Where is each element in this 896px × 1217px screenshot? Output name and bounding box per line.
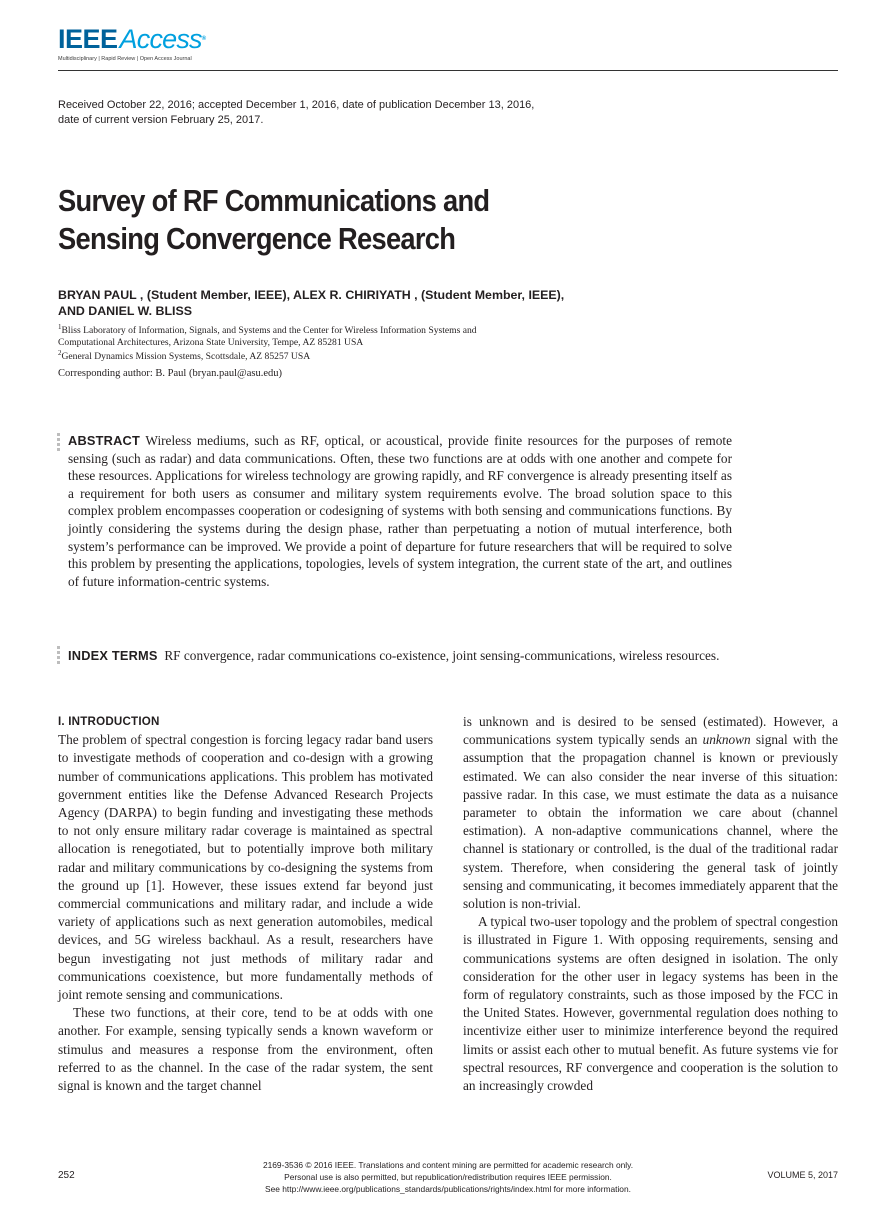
affil-2-marker: 2	[58, 349, 62, 358]
header-divider	[58, 70, 838, 71]
publication-dates	[58, 98, 578, 128]
abstract-text: Wireless mediums, such as RF, optical, or acoustical, provide finite resources for the purposes of remote sensing (such as radar) and data communications. Often, these two functions are at odds with one another and compete for these resources. Applications for wireless technology are growing rapidly, and RF convergence is already presenting itself as a requirement for both users as consumer and military system requirements evolve. The broad solution space to this complex problem encompasses cooperation or codesigning of systems with both sensing and communications functions. By jointly considering the systems during the design phase, rather than perpetuating a notion of mutual interference, both system’s performance can be improved. We provide a point of departure for future researchers that will be required to solve this problem by presenting the applications, topologies, levels of system integration, the current state of the art, and outlines of future information-centric systems.	[68, 433, 732, 589]
logo-ieee-text: IEEE	[58, 24, 118, 54]
affil-1-line-2: Computational Architectures, Arizona State University, Tempe, AZ 85281 USA	[58, 336, 364, 348]
emphasis: unknown	[702, 732, 751, 748]
index-terms-marker	[57, 646, 60, 666]
journal-tagline: Multidisciplinary | Rapid Review | Open Access Journal	[58, 56, 192, 62]
affil-1-marker: 1	[58, 323, 62, 331]
affiliations	[58, 322, 618, 363]
title-line-2: Sensing Convergence Research	[58, 221, 456, 256]
authors-line-1: BRYAN PAUL , (Student Member, IEEE), ALEX R. CHIRIYATH , (Student Member, IEEE),	[58, 288, 565, 302]
paragraph: The problem of spectral congestion is forcing legacy radar band users to investigate methods of cooperation and co-design with a growing number of communications applications. This problem has motivated government entities like the Defense Advanced Research Projects Agency (DARPA) to begin funding and investigating these methods to not only ensure military radar coverage is maintained as spectral allocation is renegotiated, but to potentially improve both military radar and military communications by co-designing the systems from the ground up [1]. However, these issues extend far beyond just commercial communications and military radar, and include a wide variety of applications such as next generation automobiles, medical devices, and 5G wireless backhaul. As a result, researchers have begun investigating not just methods of military radar and communications coexistence, but more fundamentally methods of joint remote sensing and communications.	[58, 732, 433, 1003]
license-line-1: 2169-3536 © 2016 IEEE. Translations and content mining are permitted for academic research only.	[262, 1160, 634, 1170]
body-column-right	[463, 713, 838, 1095]
paragraph: These two functions, at their core, tend to be at odds with one another. For example, sensing typically sends a known waveform or stimulus and measures a response from the environment, often referred to as the channel. In the case of the radar system, the sent signal is known and the target channel	[58, 1005, 433, 1094]
paper-title	[58, 182, 621, 258]
index-terms-label: INDEX TERMS	[68, 648, 158, 663]
paragraph	[463, 713, 838, 913]
abstract-marker	[57, 433, 60, 453]
affil-2-text: General Dynamics Mission Systems, Scottsdale, AZ 85257 USA	[61, 351, 311, 363]
received-line-2: date of current version February 25, 2017.	[58, 114, 264, 126]
logo-access-text: Access	[119, 24, 202, 54]
title-line-1: Survey of RF Communications and	[58, 183, 490, 218]
authors-line-2: AND DANIEL W. BLISS	[58, 304, 193, 318]
page-number: 252	[58, 1170, 75, 1181]
paragraph: A typical two-user topology and the problem of spectral congestion is illustrated in Figure 1. With opposing requirements, sensing and communications systems are often designed in isolation. The only consideration for the other user in legacy systems has been in the form of regulatory constraints, such as those imposed by the FCC in the United States. However, governmental regulation does nothing to incentivize either user to minimize interference beyond the required limits or assist each other to mutual benefit. As future systems vie for spectral resources, RF convergence and cooperation is the solution to an increasingly crowded	[463, 914, 838, 1094]
text-run: signal with the assumption that the propagation channel is known or previously estimated. We can also consider the near inverse of this situation: passive radar. In this case, we must estimate the data as a nuisance parameter to obtain the information we care about (channel estimation). A non-adaptive communications channel, where the channel is stationary or controlled, is the dual of the traditional radar system. Therefore, when considering the general task of jointly sensing and communicating, it becomes immediately apparent that the solution is non-trivial.	[463, 732, 838, 912]
section-heading: I. INTRODUCTION	[58, 715, 160, 728]
license-notice	[200, 1159, 696, 1195]
license-line-3: See http://www.ieee.org/publications_standards/publications/rights/index.html for more information.	[265, 1184, 631, 1194]
logo-trademark: ®	[201, 36, 206, 42]
index-terms-text: RF convergence, radar communications co-existence, joint sensing-communications, wireless resources.	[164, 648, 720, 663]
affil-1-line-1: Bliss Laboratory of Information, Signals, and Systems and the Center for Wireless Information Systems and	[61, 325, 477, 337]
license-line-2: Personal use is also permitted, but republication/redistribution requires IEEE permission.	[284, 1172, 612, 1182]
abstract	[68, 432, 732, 590]
corresponding-author: Corresponding author: B. Paul (bryan.paul@asu.edu)	[58, 368, 283, 379]
journal-logo	[58, 24, 206, 54]
index-terms	[68, 647, 732, 665]
volume-label: VOLUME 5, 2017	[767, 1170, 838, 1180]
abstract-label: ABSTRACT	[68, 433, 140, 448]
author-list	[58, 287, 758, 319]
body-column-left	[58, 713, 433, 1095]
text-run: is unknown and is desired to be sensed (estimated). However, a communications system typically sends an	[463, 714, 838, 748]
received-line-1: Received October 22, 2016; accepted December 1, 2016, date of publication December 13, 2016,	[58, 99, 535, 111]
